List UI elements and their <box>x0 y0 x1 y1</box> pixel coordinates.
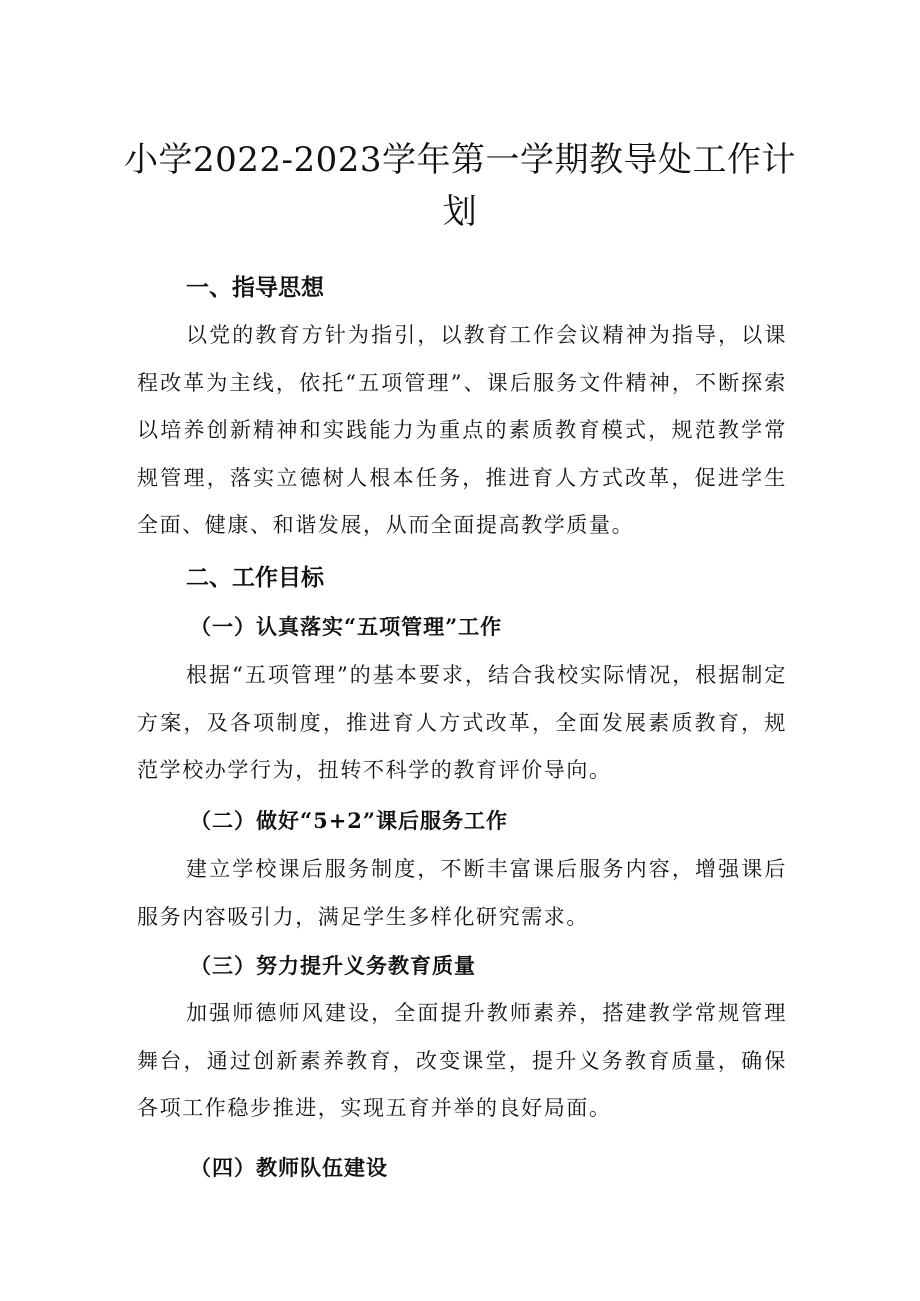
paragraph-goal-3: 加强师德师风建设，全面提升教师素养，搭建教学常规管理舞台，通过创新素养教育，改变课堂，提升义务教育质量，确保各项工作稳步推进，实现五育并举的良好局面。 <box>137 1001 787 1120</box>
subsection-heading-goal-4: （四）教师队伍建设 <box>190 1155 388 1180</box>
subsection-heading-goal-2: （二）做好“5+2”课后服务工作 <box>190 808 508 833</box>
section-heading-goals: 二、工作目标 <box>186 565 324 591</box>
section-heading-guiding: 一、指导思想 <box>186 275 324 301</box>
document-title: 小学2022-2023学年第一学期教导处工作计划 <box>123 140 797 232</box>
paragraph-goal-2: 建立学校课后服务制度，不断丰富课后服务内容，增强课后服务内容吸引力，满足学生多样化研究需求。 <box>137 857 787 929</box>
subsection-heading-goal-3: （三）努力提升义务教育质量 <box>190 953 476 978</box>
subsection-heading-goal-1: （一）认真落实“五项管理”工作 <box>190 614 503 639</box>
paragraph-guiding: 以党的教育方针为指引，以教育工作会议精神为指导，以课程改革为主线，依托“五项管理”、课后服务文件精神，不断探索以培养创新精神和实践能力为重点的素质教育模式，规范教学常规管理，落实立德树人根本任务，推进育人方式改革，促进学生全面、健康、和谐发展，从而全面提高教学质量。 <box>137 323 787 537</box>
paragraph-goal-1: 根据“五项管理”的基本要求，结合我校实际情况，根据制定方案，及各项制度，推进育人方式改革，全面发展素质教育，规范学校办学行为，扭转不科学的教育评价导向。 <box>137 663 787 782</box>
